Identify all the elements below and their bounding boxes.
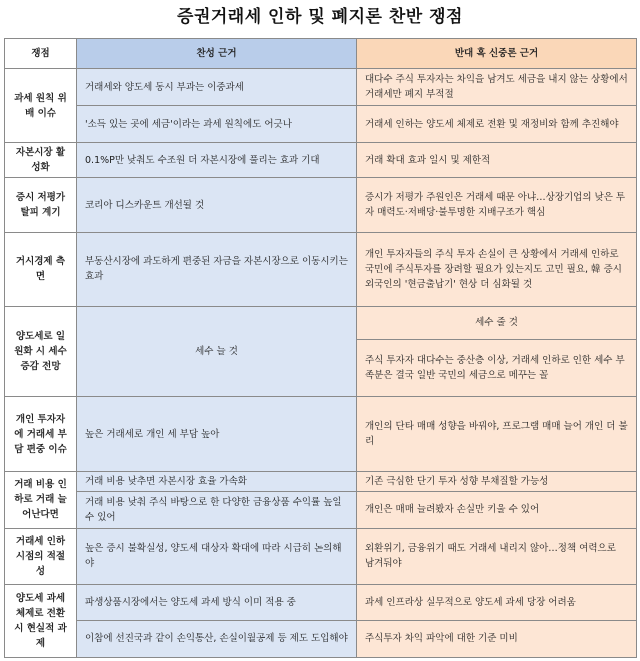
table-row <box>5 306 637 339</box>
page-title: 증권거래세 인하 및 폐지론 찬반 쟁점 <box>177 7 463 27</box>
pro-cell: 세수 늘 것 <box>77 306 357 396</box>
pro-cell: 코리아 디스카운트 개선될 것 <box>77 178 357 232</box>
table-row <box>5 178 637 232</box>
topic-cell: 개인 투자자에 거래세 부담 편중 이슈 <box>5 397 77 472</box>
pro-cell: 0.1%P만 낮춰도 수조원 더 자본시장에 풀리는 효과 기대 <box>77 143 357 178</box>
topic-cell: 거래세 인하 시점의 적절성 <box>5 528 77 584</box>
con-cell: 거래세 인하는 양도세 체제로 전환 및 재정비와 함께 추진해야 <box>357 106 637 143</box>
table-row <box>5 397 637 472</box>
table-row <box>5 232 637 306</box>
table-row <box>5 472 637 492</box>
table-row <box>5 584 637 620</box>
pro-cell: 이참에 선진국과 같이 손익통산, 손실이월공제 등 제도 도입해야 <box>77 620 357 657</box>
table-row <box>5 528 637 584</box>
con-cell: 세수 줄 것 <box>357 306 637 339</box>
pro-cell: 높은 증시 불확실성, 양도세 대상자 확대에 따라 시급히 논의해야 <box>77 528 357 584</box>
pro-cell: 높은 거래세로 개인 세 부담 높아 <box>77 397 357 472</box>
comparison-table <box>4 38 637 658</box>
pro-cell: 거래 비용 낮춰 주식 바탕으로 한 다양한 금융상품 수익률 높일 수 있어 <box>77 492 357 528</box>
con-cell: 대다수 주식 투자자는 차익을 남겨도 세금을 내지 않는 상황에서 거래세만 폐지 부적절 <box>357 69 637 106</box>
con-cell: 주식 투자자 대다수는 중산층 이상, 거래세 인하로 인한 세수 부족분은 결국 일반 국민의 세금으로 메꾸는 꼴 <box>357 339 637 396</box>
table-row <box>5 620 637 657</box>
table-row <box>5 492 637 528</box>
con-cell: 주식투자 차익 파악에 대한 기준 미비 <box>357 620 637 657</box>
con-cell: 개인은 매매 늘려봤자 손실만 키울 수 있어 <box>357 492 637 528</box>
topic-cell: 자본시장 활성화 <box>5 143 77 178</box>
pro-cell: '소득 있는 곳에 세금'이라는 과세 원칙에도 어긋나 <box>77 106 357 143</box>
table-header-row <box>5 39 637 69</box>
topic-cell: 거시경제 측면 <box>5 232 77 306</box>
con-cell: 개인 투자자들의 주식 투자 손실이 큰 상황에서 거래세 인하로 국민에 주식투자를 장려할 필요가 있는지도 고민 필요, 韓 증시 외국인의 '현금출납기' 현상 더 심화될 것 <box>357 232 637 306</box>
con-cell: 과세 인프라상 실무적으로 양도세 과세 당장 어려움 <box>357 584 637 620</box>
table-row <box>5 143 637 178</box>
table-row <box>5 106 637 143</box>
pro-cell: 거래세와 양도세 동시 부과는 이중과세 <box>77 69 357 106</box>
con-cell: 외환위기, 금융위기 때도 거래세 내리지 않아…정책 여력으로 남겨둬야 <box>357 528 637 584</box>
topic-cell: 양도세로 일원화 시 세수 증감 전망 <box>5 306 77 396</box>
topic-cell: 증시 저평가 탈피 계기 <box>5 178 77 232</box>
pro-cell: 거래 비용 낮추면 자본시장 효율 가속화 <box>77 472 357 492</box>
table-row <box>5 69 637 106</box>
con-cell: 거래 확대 효과 일시 및 제한적 <box>357 143 637 178</box>
topic-cell: 거래 비용 인하로 거래 늘어난다면 <box>5 472 77 528</box>
con-cell: 증시가 저평가 주원인은 거래세 때문 아냐…상장기업의 낮은 투자 매력도·저배당·불투명한 지배구조가 핵심 <box>357 178 637 232</box>
con-cell: 개인의 단타 매매 성향을 바꿔야, 프로그램 매매 늘어 개인 더 불리 <box>357 397 637 472</box>
header-con: 반대 혹 신중론 근거 <box>357 39 637 69</box>
topic-cell: 과세 원칙 위배 이슈 <box>5 69 77 143</box>
header-topic: 쟁점 <box>5 39 77 69</box>
header-pro: 찬성 근거 <box>77 39 357 69</box>
pro-cell: 파생상품시장에서는 양도세 과세 방식 이미 적용 중 <box>77 584 357 620</box>
pro-cell: 부동산시장에 과도하게 편중된 자금을 자본시장으로 이동시키는 효과 <box>77 232 357 306</box>
topic-cell: 양도세 과세 체제로 전환 시 현실적 과제 <box>5 584 77 657</box>
con-cell: 기존 극심한 단기 투자 성향 부채질할 가능성 <box>357 472 637 492</box>
